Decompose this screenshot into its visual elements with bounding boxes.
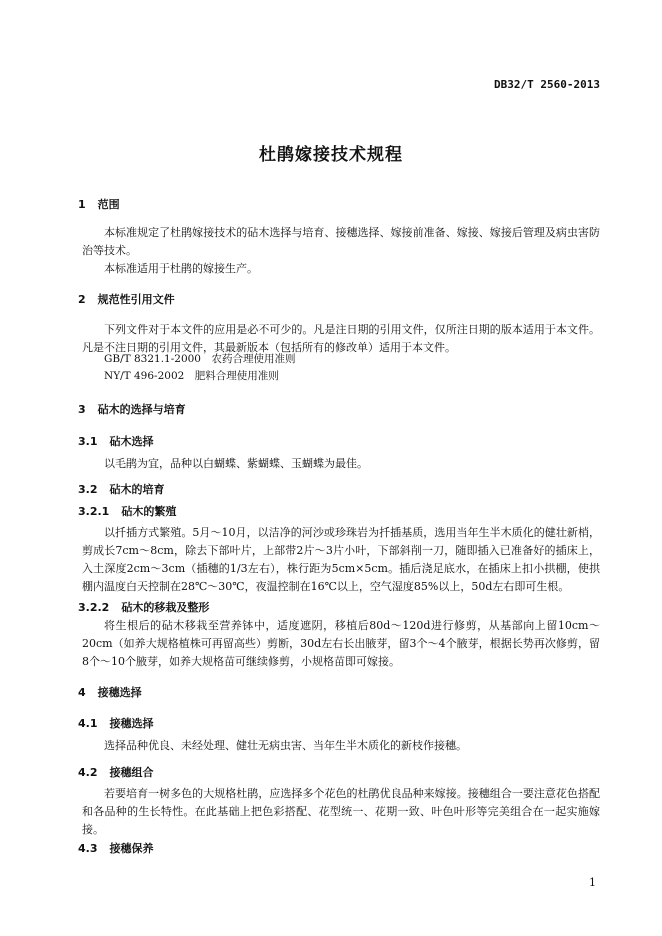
section-4-heading xyxy=(78,684,142,700)
section-title: 砧木的培育 xyxy=(109,483,165,496)
section-number: 3.2.1 xyxy=(78,505,110,518)
page-number: 1 xyxy=(589,876,596,889)
section-number: 2 xyxy=(78,293,86,306)
section-3-1-paragraph: 以毛鹃为宜，品种以白蝴蝶、紫蝴蝶、玉蝴蝶为最佳。 xyxy=(104,457,368,470)
section-3-2-1-paragraph: 以扦插方式繁殖。5月～10月，以洁净的河沙或珍珠岩为扦插基质，选用当年生半木质化的健壮新梢，剪成长7cm～8cm，除去下部叶片，上部带2片～3片小叶，下部斜削一刀，随即插入已准备好的插床上，入土深度2cm～3cm（插穗的1/3左右），株行距为5cm×5cm。插后浇足底水，在插床上扣小拱棚，使拱棚内温度白天控制在28℃～30℃，夜温控制在16℃以上，空气湿度85%以上，50d左右即可生根。 xyxy=(82,526,600,593)
section-4-1-paragraph: 选择品种优良、未经处理、健壮无病虫害、当年生半木质化的新枝作接穗。 xyxy=(104,739,467,752)
section-number: 4 xyxy=(78,686,86,699)
section-1-paragraph-2: 本标准适用于杜鹃的嫁接生产。 xyxy=(104,262,258,275)
section-title: 砧木的繁殖 xyxy=(121,505,177,518)
section-number: 3.2.2 xyxy=(78,601,110,614)
section-title: 接穗组合 xyxy=(109,766,154,779)
section-3-2-2-heading xyxy=(78,599,209,615)
reference-item: GB/T 8321.1-2000 农药合理使用准则 xyxy=(104,353,296,365)
section-title: 接穗选择 xyxy=(109,717,154,730)
section-title: 接穗选择 xyxy=(97,686,142,699)
section-title: 砧木选择 xyxy=(109,435,154,448)
section-3-2-heading xyxy=(78,481,165,497)
document-title: 杜鹃嫁接技术规程 xyxy=(259,145,403,165)
section-number: 4.3 xyxy=(78,842,98,855)
section-number: 1 xyxy=(78,198,86,211)
section-4-2-heading xyxy=(78,764,154,780)
section-title: 接穗保养 xyxy=(109,842,154,855)
section-number: 3 xyxy=(78,403,86,416)
section-number: 3.2 xyxy=(78,483,98,496)
section-4-1-heading xyxy=(78,715,154,731)
section-number: 4.1 xyxy=(78,717,98,730)
section-2-paragraph-1: 下列文件对于本文件的应用是必不可少的。凡是注日期的引用文件，仅所注日期的版本适用于本文件。凡是不注日期的引用文件，其最新版本（包括所有的修改单）适用于本文件。 xyxy=(82,323,600,354)
section-3-1-heading xyxy=(78,433,154,449)
section-3-heading xyxy=(78,401,186,417)
section-1-heading xyxy=(78,196,120,212)
section-title: 规范性引用文件 xyxy=(97,293,175,306)
section-2-heading xyxy=(78,291,175,307)
section-4-3-heading xyxy=(78,840,154,856)
section-4-2-paragraph: 若要培育一树多色的大规格杜鹃，应选择多个花色的杜鹃优良品种来嫁接。接穗组合一要注意花色搭配和各品种的生长特性。在此基础上把色彩搭配、花型统一、花期一致、叶色叶形等完美组合在一起实施嫁接。 xyxy=(82,787,600,836)
section-3-2-2-paragraph: 将生根后的砧木移栽至营养钵中，适度遮阴，移植后80d～120d进行修剪，从基部向上留10cm～20cm（如养大规格植株可再留高些）剪断，30d左右长出腋芽，留3个～4个腋芽，根据长势再次修剪，留8个～10个腋芽，如养大规格苗可继续修剪，小规格苗即可嫁接。 xyxy=(82,619,600,668)
reference-item: NY/T 496-2002 肥料合理使用准则 xyxy=(104,370,279,382)
section-number: 3.1 xyxy=(78,435,98,448)
section-title: 范围 xyxy=(97,198,120,211)
section-1-paragraph-1: 本标准规定了杜鹃嫁接技术的砧木选择与培育、接穗选择、嫁接前准备、嫁接、嫁接后管理及病虫害防治等技术。 xyxy=(82,226,600,257)
section-title: 砧木的移栽及整形 xyxy=(121,601,210,614)
section-title: 砧木的选择与培育 xyxy=(97,403,186,416)
section-3-2-1-heading xyxy=(78,503,176,519)
section-number: 4.2 xyxy=(78,766,98,779)
standard-code: DB32/T 2560-2013 xyxy=(494,78,600,91)
